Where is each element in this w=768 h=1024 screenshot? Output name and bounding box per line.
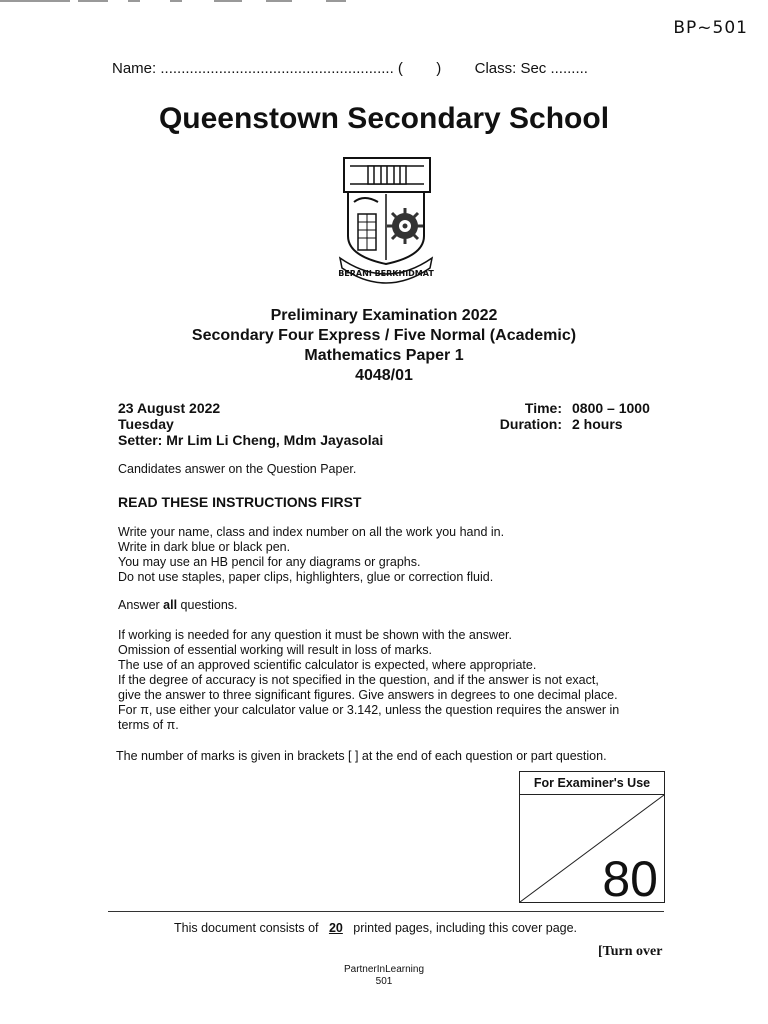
exam-setter: Setter: Mr Lim Li Cheng, Mdm Jayasolai (118, 432, 384, 448)
exam-level: Secondary Four Express / Five Normal (Academic) (191, 327, 577, 344)
instructions-block-2 (118, 628, 678, 733)
instruction-line: For π, use either your calculator value or 3.142, unless the question requires the answer in (118, 703, 620, 717)
instruction-line: The use of an approved scientific calculator is expected, where appropriate. (118, 658, 537, 672)
time-label: Time: (524, 400, 562, 416)
duration-label: Duration: (499, 416, 562, 432)
footer-rule (108, 911, 664, 912)
exam-day: Tuesday (118, 416, 174, 432)
name-dots: ........................................................ (160, 60, 394, 77)
total-marks: 80 (602, 851, 658, 907)
exam-time-info (492, 400, 650, 432)
page-count: 20 (328, 921, 343, 935)
instructions-block-1 (118, 525, 678, 585)
school-name: Queenstown Secondary School (158, 102, 610, 135)
answer-all-note: Answer all questions. (118, 598, 238, 612)
school-crest (334, 156, 438, 286)
instruction-line: terms of π. (118, 718, 179, 732)
time-value: 0800 – 1000 (572, 400, 650, 416)
exam-titles (0, 306, 768, 386)
page-count-note: This document consists of 20 printed pages, including this cover page. (174, 921, 578, 935)
instruction-line: Write your name, class and index number on all the work you hand in. (118, 525, 505, 539)
instructions-heading: READ THESE INSTRUCTIONS FIRST (118, 494, 362, 510)
instruction-line: give the answer to three significant figures. Give answers in degrees to one decimal place. (118, 688, 618, 702)
instruction-line: You may use an HB pencil for any diagrams or graphs. (118, 555, 421, 569)
exam-date-info (118, 400, 383, 448)
publisher-footer (0, 964, 768, 988)
name-class-line (112, 60, 588, 77)
exam-subject: Mathematics Paper 1 (304, 347, 464, 364)
exam-code: 4048/01 (355, 367, 413, 384)
index-close: ) (402, 60, 442, 77)
exam-title: Preliminary Examination 2022 (270, 307, 498, 324)
crest-motto: BERANI BERKHIDMAT (338, 269, 434, 278)
class-label: Class: Sec ......... (474, 60, 588, 77)
name-label: Name: (112, 60, 161, 77)
instruction-line: If working is needed for any question it must be shown with the answer. (118, 628, 512, 642)
instruction-line: Write in dark blue or black pen. (118, 540, 291, 554)
turn-over: [Turn over (598, 944, 663, 959)
instruction-line: If the degree of accuracy is not specified in the question, and if the answer is not exact, (118, 673, 599, 687)
document-code: BP~501 (673, 18, 748, 38)
index-open: ( (393, 60, 403, 77)
examiners-use-title: For Examiner's Use (520, 772, 664, 795)
scan-artifact-lines (0, 0, 360, 4)
instruction-line: Do not use staples, paper clips, highlighters, glue or correction fluid. (118, 570, 494, 584)
candidates-note: Candidates answer on the Question Paper. (118, 462, 357, 476)
exam-date: 23 August 2022 (118, 400, 221, 416)
publisher-name: PartnerInLearning (343, 964, 425, 975)
page-number: 501 (375, 976, 393, 987)
instruction-line: Omission of essential working will result in loss of marks. (118, 643, 432, 657)
marks-note: The number of marks is given in brackets [ ] at the end of each question or part question. (116, 749, 607, 763)
examiners-use-box (519, 771, 665, 907)
duration-value: 2 hours (572, 416, 623, 432)
